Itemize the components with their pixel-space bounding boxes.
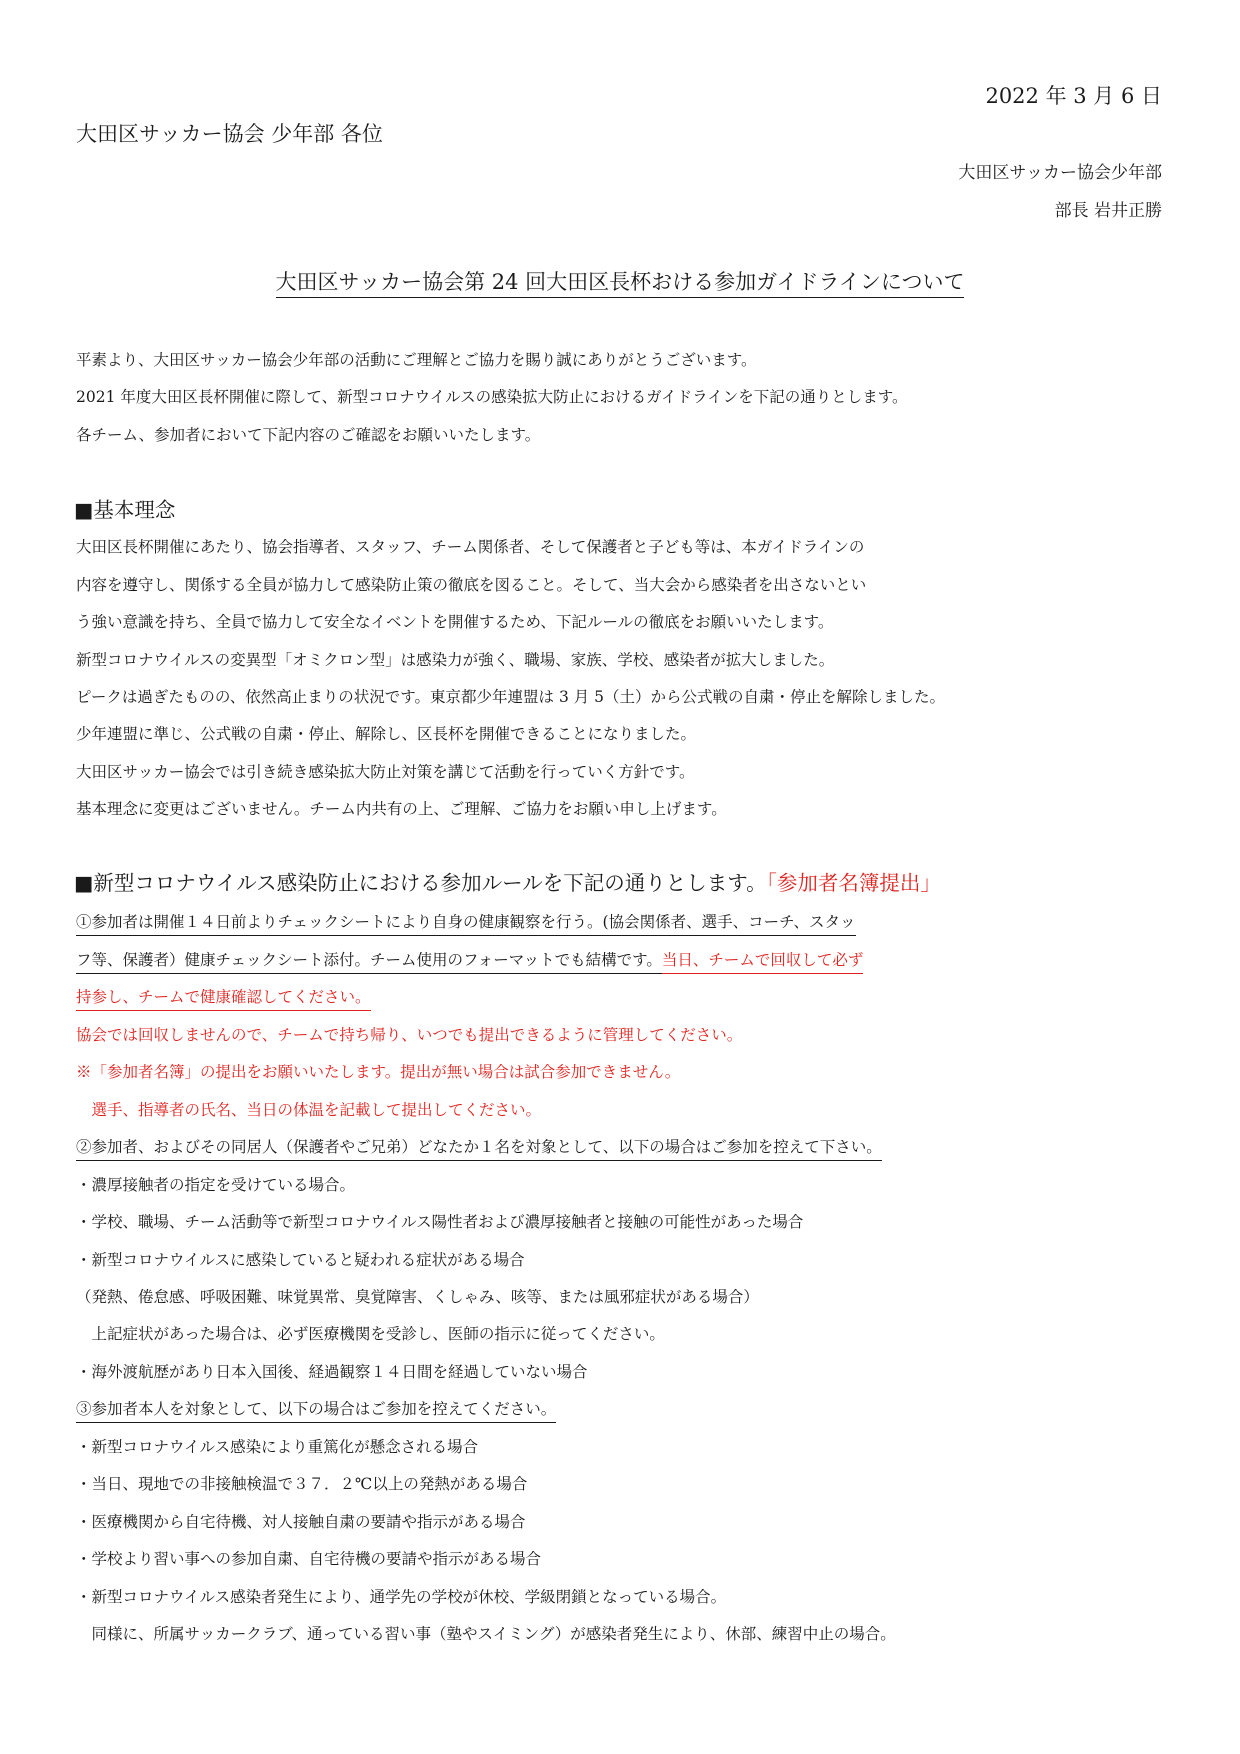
- red-notice: 協会では回収しませんので、チームで持ち帰り、いつでも提出できるように管理してください。: [76, 1026, 743, 1044]
- philosophy-line: う強い意識を持ち、全員で協力して安全なイベントを開催するため、下記ルールの徹底をお願いいたします。: [76, 613, 834, 631]
- rule-2-item: ・海外渡航歴があり日本入国後、経過観察１４日間を経過していない場合: [76, 1363, 588, 1381]
- intro-line: 2021 年度大田区長杯開催に際して、新型コロナウイルスの感染拡大防止におけるガイドラインを下記の通りとします。: [76, 388, 908, 406]
- red-notice: ※「参加者名簿」の提出をお願いいたします。提出が無い場合は試合参加できません。: [76, 1063, 681, 1081]
- intro-line: 平素より、大田区サッカー協会少年部の活動にご理解とご協力を賜り誠にありがとうございます。: [76, 351, 757, 369]
- rule-1-line: 持参し、チームで健康確認してください。: [76, 985, 371, 1007]
- addressee: 大田区サッカー協会 少年部 各位: [76, 122, 383, 146]
- philosophy-line: 少年連盟に準じ、公式戦の自粛・停止、解除し、区長杯を開催できることになりました。: [76, 725, 697, 743]
- rule-3-heading: ③参加者本人を対象として、以下の場合はご参加を控えてください。: [76, 1397, 556, 1419]
- philosophy-line: 新型コロナウイルスの変異型「オミクロン型」は感染力が強く、職場、家族、学校、感染者が拡大しました。: [76, 651, 835, 669]
- rule-3-item: ・新型コロナウイルス感染者発生により、通学先の学校が休校、学級閉鎖となっている場合。: [76, 1588, 727, 1606]
- philosophy-line: 基本理念に変更はございません。チーム内共有の上、ご理解、ご協力をお願い申し上げます。: [76, 800, 727, 818]
- rule-3-item: ・学校より習い事への参加自粛、自宅待機の要請や指示がある場合: [76, 1550, 542, 1568]
- rule-2-item: ・新型コロナウイルスに感染していると疑われる症状がある場合: [76, 1251, 525, 1269]
- rule-1-line: ①参加者は開催１４日前よりチェックシートにより自身の健康観察を行う。(協会関係者、選手、コーチ、スタッ: [76, 910, 856, 932]
- philosophy-line: 内容を遵守し、関係する全員が協力して感染防止策の徹底を図ること。そして、当大会から感染者を出さないとい: [76, 576, 867, 594]
- rule-2-item: （発熱、倦怠感、呼吸困難、味覚異常、臭覚障害、くしゃみ、咳等、または風邪症状がある場合）: [76, 1288, 759, 1306]
- sender-organization: 大田区サッカー協会少年部: [958, 163, 1162, 183]
- rule-3-item: ・新型コロナウイルス感染により重篤化が懸念される場合: [76, 1438, 479, 1456]
- red-notice: 選手、指導者の氏名、当日の体温を記載して提出してください。: [76, 1101, 542, 1119]
- document-date: 2022 年 3 月 6 日: [985, 84, 1162, 108]
- section-heading-basic-philosophy: ■基本理念: [74, 498, 176, 522]
- rule-2-item: ・学校、職場、チーム活動等で新型コロナウイルス陽性者および濃厚接触者と接触の可能性があった場合: [76, 1213, 804, 1231]
- participant-list-submission-label: 「参加者名簿提出」: [766, 871, 941, 895]
- rule-3-item: 同様に、所属サッカークラブ、通っている習い事（塾やスイミング）が感染者発生により、休部、練習中止の場合。: [76, 1625, 896, 1643]
- section-heading-participation-rules: ■新型コロナウイルス感染防止における参加ルールを下記の通りとします。「参加者名簿提出」: [74, 871, 941, 895]
- rule-2-item: 上記症状があった場合は、必ず医療機関を受診し、医師の指示に従ってください。: [76, 1325, 665, 1343]
- rule-2-heading: ②参加者、およびその同居人（保護者やご兄弟）どなたか１名を対象として、以下の場合はご参加を控えて下さい。: [76, 1135, 882, 1157]
- rule-3-item: ・医療機関から自宅待機、対人接触自粛の要請や指示がある場合: [76, 1513, 526, 1531]
- philosophy-line: 大田区長杯開催にあたり、協会指導者、スタッフ、チーム関係者、そして保護者と子ども等は、本ガイドラインの: [76, 538, 865, 556]
- document-title: 大田区サッカー協会第 24 回大田区長杯おける参加ガイドラインについて: [0, 266, 1240, 296]
- intro-line: 各チーム、参加者において下記内容のご確認をお願いいたします。: [76, 426, 541, 444]
- rule-3-item: ・当日、現地での非接触検温で３７．２℃以上の発熱がある場合: [76, 1475, 528, 1493]
- rule-1-line: フ等、保護者）健康チェックシート添付。チーム使用のフォーマットでも結構です。当日、チームで回収して必ず: [76, 948, 863, 970]
- rule-2-item: ・濃厚接触者の指定を受けている場合。: [76, 1176, 356, 1194]
- philosophy-line: 大田区サッカー協会では引き続き感染拡大防止対策を講じて活動を行っていく方針です。: [76, 763, 695, 781]
- sender-name: 部長 岩井正勝: [1054, 201, 1162, 221]
- philosophy-line: ピークは過ぎたものの、依然高止まりの状況です。東京都少年連盟は 3 月 5（土）から公式戦の自粛・停止を解除しました。: [76, 688, 946, 706]
